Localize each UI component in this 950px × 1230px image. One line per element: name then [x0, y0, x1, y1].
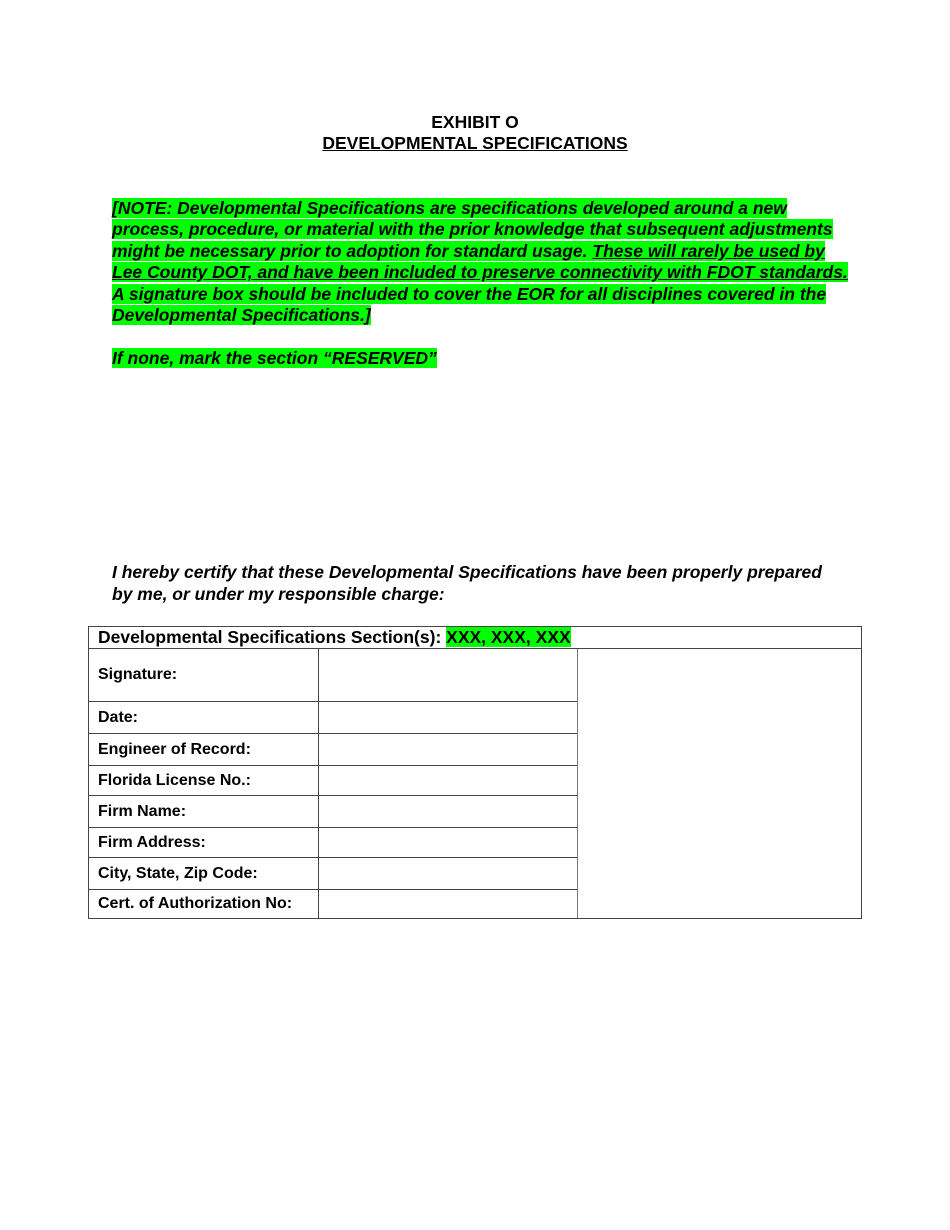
firm-name-field[interactable] [319, 796, 578, 827]
firm-address-field[interactable] [319, 828, 578, 857]
engineer-field[interactable] [319, 734, 578, 765]
cert-authorization-field[interactable] [319, 890, 578, 918]
seal-box[interactable] [578, 649, 861, 918]
row-label: City, State, Zip Code: [89, 858, 319, 889]
table-row-firm-name [89, 796, 578, 828]
section-numbers[interactable]: XXX, XXX, XXX [446, 627, 571, 647]
city-state-zip-field[interactable] [319, 858, 578, 889]
row-label: Florida License No.: [89, 766, 319, 795]
row-label: Cert. of Authorization No: [89, 890, 319, 918]
instruction-note [112, 198, 852, 326]
note-text-signature: A signature box should be included to cover the EOR for all disciplines covered in the Developmental Specifications.] [112, 283, 827, 326]
table-row-firm-address [89, 828, 578, 858]
table-row-signature [89, 649, 578, 702]
row-label: Engineer of Record: [89, 734, 319, 765]
row-label: Date: [89, 702, 319, 733]
row-label: Firm Address: [89, 828, 319, 857]
table-row-engineer [89, 734, 578, 766]
signature-table [88, 626, 862, 919]
section-header-row [89, 627, 861, 649]
page-title: DEVELOPMENTAL SPECIFICATIONS [322, 133, 628, 153]
table-row-city-state-zip [89, 858, 578, 890]
signature-field[interactable] [319, 649, 578, 701]
table-row-cert-authorization [89, 890, 578, 918]
license-field[interactable] [319, 766, 578, 795]
exhibit-label: EXHIBIT O [431, 112, 519, 132]
certification-statement: I hereby certify that these Developmental Specifications have been properly prepared by me, or under my responsible charge: [112, 562, 822, 604]
table-row-date [89, 702, 578, 734]
note-text-underlined: These will rarely be used by Lee County DOT, and have been included to preserve connectivity with FDOT standards. [112, 240, 848, 283]
table-row-license [89, 766, 578, 796]
note-text-intro: [NOTE: Developmental Specifications are specifications developed around a new process, procedure, or material with the prior knowledge that subsequent adjustments might be necessary prior to adoption for standard usage. [112, 198, 833, 261]
row-label: Firm Name: [89, 796, 319, 827]
reserved-instruction [112, 348, 437, 369]
date-field[interactable] [319, 702, 578, 733]
row-label: Signature: [89, 649, 319, 701]
reserved-text: If none, mark the section “RESERVED” [112, 348, 437, 368]
section-header-label: Developmental Specifications Section(s): [98, 627, 447, 647]
